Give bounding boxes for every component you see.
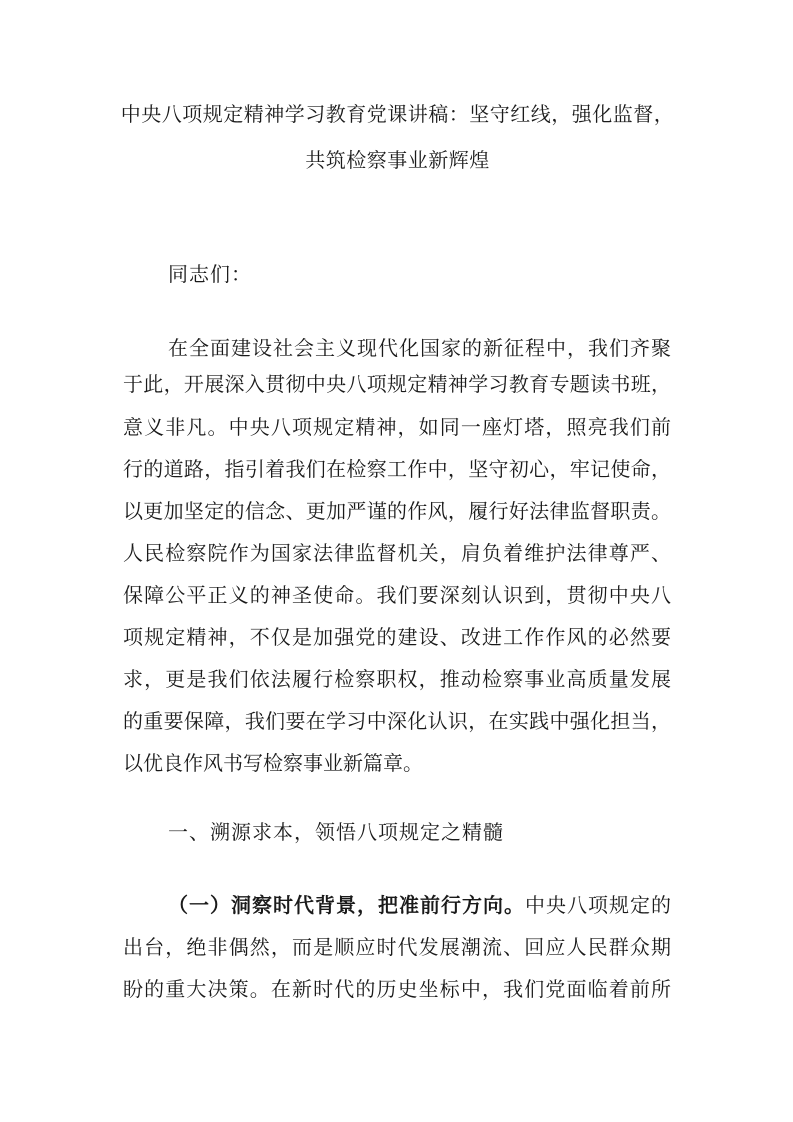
subsection-heading: （一）洞察时代背景，把准前行方向。 [168, 893, 525, 917]
document-title-line-2: 共筑检察事业新辉煌 [305, 148, 490, 172]
intro-line: 行的道路，指引着我们在检察工作中，坚守初心，牢记使命， [123, 457, 671, 481]
intro-line: 项规定精神，不仅是加强党的建设、改进工作作风的必然要 [123, 625, 671, 649]
subsection-line: 出台，绝非偶然，而是顺应时代发展潮流、回应人民群众期 [123, 935, 671, 959]
subsection-text: 中央八项规定的 [525, 893, 671, 917]
subsection-first-line [168, 891, 671, 919]
section-heading: 一、溯源求本，领悟八项规定之精髓 [168, 820, 504, 844]
intro-line: 以优良作风书写检察事业新篇章。 [123, 751, 423, 775]
intro-line: 的重要保障，我们要在学习中深化认识，在实践中强化担当， [123, 709, 671, 733]
intro-line: 于此，开展深入贯彻中央八项规定精神学习教育专题读书班， [123, 372, 671, 396]
intro-line: 以更加坚定的信念、更加严谨的作风，履行好法律监督职责。 [123, 499, 671, 523]
document-title-line-1: 中央八项规定精神学习教育党课讲稿：坚守红线，强化监督， [120, 102, 675, 126]
intro-line: 求，更是我们依法履行检察职权，推动检察事业高质量发展 [123, 667, 671, 691]
intro-line: 意义非凡。中央八项规定精神，如同一座灯塔，照亮我们前 [123, 415, 671, 439]
intro-line: 人民检察院作为国家法律监督机关，肩负着维护法律尊严、 [123, 541, 671, 565]
salutation: 同志们： [168, 262, 252, 286]
intro-line: 保障公平正义的神圣使命。我们要深刻认识到，贯彻中央八 [123, 583, 671, 607]
intro-line: 在全面建设社会主义现代化国家的新征程中，我们齐聚 [168, 336, 671, 360]
subsection-line: 盼的重大决策。在新时代的历史坐标中，我们党面临着前所 [123, 977, 671, 1001]
